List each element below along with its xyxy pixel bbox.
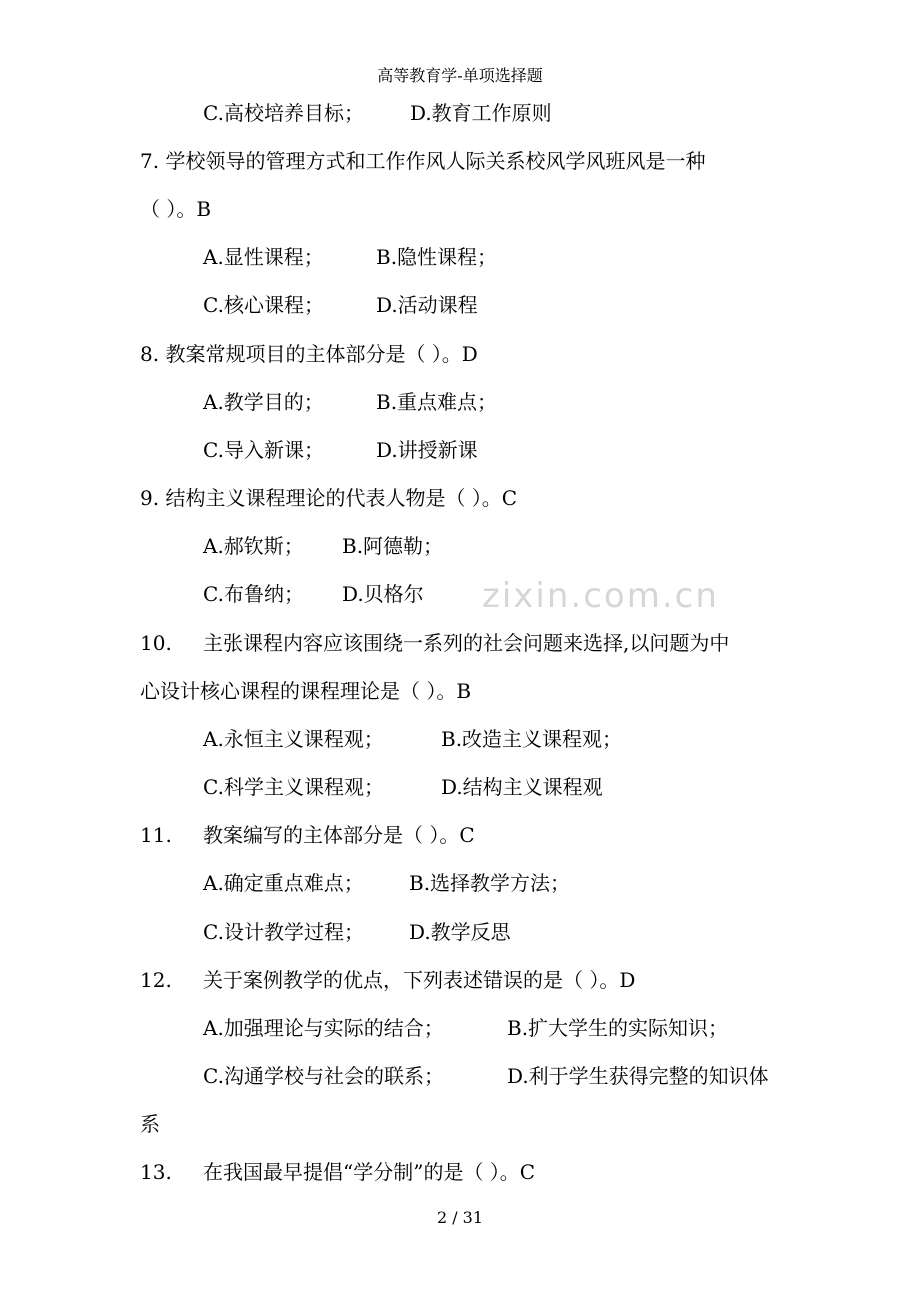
- watermark: zixin.com.cn: [482, 576, 719, 616]
- option-a: A.加强理论与实际的结合；: [203, 1016, 444, 1040]
- option-c: C.设计教学过程；: [203, 920, 364, 944]
- option-d: D.教育工作原则: [410, 101, 552, 125]
- option-a: A.显性课程；: [203, 245, 324, 269]
- page-number: 2 / 31: [436, 1208, 484, 1227]
- option-a: A.确定重点难点；: [203, 871, 364, 895]
- question-7-answer: （ ）。B: [140, 197, 212, 221]
- question-13-text: 在我国最早提倡“学分制”的是（ ）。C: [203, 1160, 536, 1184]
- option-c: C.高校培养目标；: [203, 101, 364, 125]
- option-b: B.重点难点；: [376, 390, 498, 414]
- page-header-title: 高等教育学-单项选择题: [377, 66, 543, 85]
- option-d: D.教学反思: [409, 920, 511, 944]
- option-d: D.活动课程: [376, 293, 478, 317]
- option-b: B.扩大学生的实际知识；: [507, 1016, 729, 1040]
- question-number: 12.: [140, 968, 172, 992]
- question-10-continuation: 心设计核心课程的课程理论是（ ）。B: [140, 679, 472, 703]
- question-10-text: 主张课程内容应该围绕一系列的社会问题来选择,以问题为中: [203, 631, 730, 655]
- option-a: A.郝钦斯；: [203, 534, 304, 558]
- option-c: C.导入新课；: [203, 438, 324, 462]
- option-d: D.贝格尔: [342, 582, 424, 606]
- option-d-continuation: 系: [140, 1112, 160, 1136]
- option-c: C.沟通学校与社会的联系；: [203, 1064, 444, 1088]
- option-d: D.结构主义课程观: [441, 775, 603, 799]
- question-11-text: 教案编写的主体部分是（ ）。C: [203, 823, 475, 847]
- option-d: D.讲授新课: [376, 438, 478, 462]
- option-b: B.阿德勒；: [342, 534, 444, 558]
- question-7-text: 7. 学校领导的管理方式和工作作风人际关系校风学风班风是一种: [140, 149, 706, 173]
- question-9-text: 9. 结构主义课程理论的代表人物是（ ）。C: [140, 486, 518, 510]
- question-number: 10.: [140, 631, 172, 655]
- option-b: B.选择教学方法；: [409, 871, 571, 895]
- option-a: A.教学目的；: [203, 390, 324, 414]
- option-b: B.隐性课程；: [376, 245, 498, 269]
- question-8-text: 8. 教案常规项目的主体部分是（ ）。D: [140, 342, 478, 366]
- option-d: D.利于学生获得完整的知识体: [507, 1064, 769, 1088]
- option-c: C.核心课程；: [203, 293, 324, 317]
- question-12-text: 关于案例教学的优点，下列表述错误的是（ ）。D: [203, 968, 636, 992]
- option-c: C.布鲁纳；: [203, 582, 304, 606]
- question-number: 11.: [140, 823, 172, 847]
- option-c: C.科学主义课程观；: [203, 775, 384, 799]
- option-b: B.改造主义课程观；: [441, 727, 623, 751]
- option-a: A.永恒主义课程观；: [203, 727, 384, 751]
- question-number: 13.: [140, 1160, 172, 1184]
